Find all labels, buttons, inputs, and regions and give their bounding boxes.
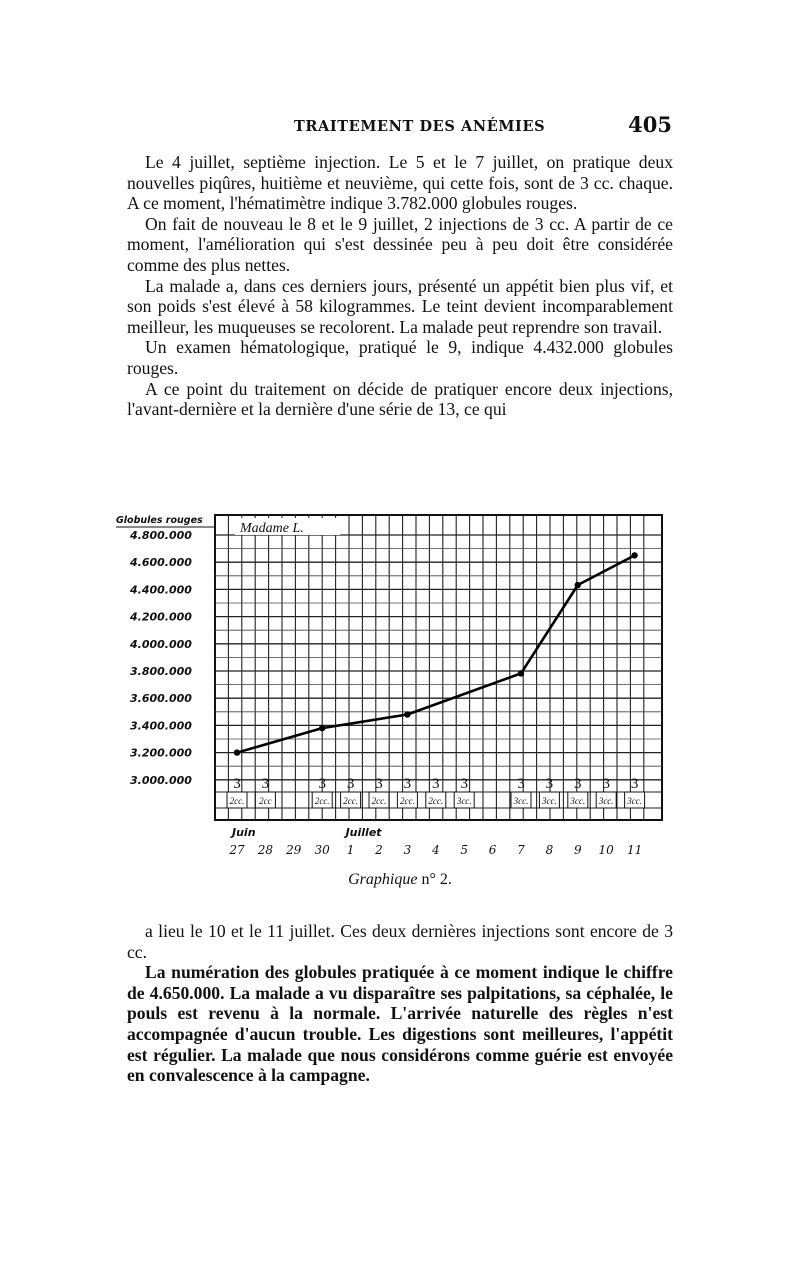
injection-volume-label: 3cc.: [513, 796, 529, 806]
data-point: [575, 582, 581, 588]
y-tick-label: 3.200.000: [130, 746, 192, 760]
injection-dose-number: 3: [545, 776, 554, 792]
data-point: [631, 552, 637, 558]
day-label: 8: [545, 843, 554, 857]
day-label: 30: [314, 843, 330, 857]
injection-dose-number: 3: [602, 776, 610, 792]
injection-volume-label: 3cc.: [598, 796, 614, 806]
day-label: 27: [229, 843, 245, 857]
day-label: 28: [257, 843, 274, 857]
injection-volume-label: 3cc.: [542, 796, 557, 806]
chart-canvas: [110, 490, 690, 865]
day-label: 4: [431, 843, 440, 857]
y-tick-label: 4.800.000: [130, 529, 192, 542]
paragraph: On fait de nouveau le 8 et le 9 juillet, 2 injections de 3 cc. A partir de ce moment, l'amélioration qui s'est dessinée peu à peu doit être considérée comme des plus nettes.: [127, 213, 673, 275]
injection-volume-label: 2cc.: [371, 796, 387, 806]
injection-dose-number: 3: [630, 776, 639, 792]
y-tick-label: 3.000.000: [130, 773, 192, 787]
chart-title: Madame L.: [240, 521, 304, 536]
day-label: 10: [598, 843, 614, 857]
month-label: Juin: [232, 826, 256, 839]
body-text-top: [127, 152, 673, 420]
running-head: [128, 112, 672, 142]
running-title: TRAITEMENT DES ANÉMIES: [294, 118, 546, 135]
month-label: Juillet: [345, 826, 382, 839]
injection-dose-number: 3: [261, 776, 270, 792]
injection-dose-number: 3: [432, 776, 440, 792]
injection-dose-number: 3: [517, 776, 525, 792]
day-label: 11: [626, 843, 643, 857]
injection-volume-label: 2cc.: [314, 796, 330, 806]
data-point: [319, 725, 325, 731]
data-point: [518, 670, 524, 676]
y-tick-label: 3.400.000: [130, 719, 192, 733]
y-tick-label: 3.800.000: [130, 665, 192, 678]
caption-number: n° 2.: [421, 871, 452, 888]
paragraph: La malade a, dans ces derniers jours, présenté un appétit bien plus vif, et son poids s'est élevé à 58 kilogrammes. Le teint devient incomparablement meilleur, les muqueuses se recolorent. La malade peut reprendre son travail.: [127, 275, 673, 337]
day-label: 6: [488, 843, 497, 857]
body-text-bottom: [127, 921, 673, 1086]
injection-dose-number: 3: [318, 776, 326, 792]
y-tick-label: 4.600.000: [130, 556, 192, 570]
injection-volume-label: 3cc.: [456, 796, 472, 806]
y-tick-label: 4.200.000: [130, 610, 192, 624]
injection-dose-number: 3: [375, 776, 383, 792]
caption-label: Graphique: [348, 871, 418, 888]
y-axis-title: Globules rouges: [116, 515, 203, 526]
paragraph: A ce point du traitement on décide de pratiquer encore deux injections, l'avant-dernière et la dernière d'une série de 13, ce qui: [127, 378, 673, 420]
injection-volume-label: 2cc: [259, 796, 272, 806]
paragraph: La numération des globules pratiquée à ce moment indique le chiffre de 4.650.000. La malade a vu disparaître ses palpitations, sa céphalée, le pouls est revenu à la normale. L'arrivée naturelle des règles n'est accompagnée d'aucun trouble. Les digestions sont meilleures, l'appétit est régulier. La malade que nous considérons comme guérie est envoyée en convalescence à la campagne.: [127, 962, 673, 1086]
paragraph: Un examen hématologique, pratiqué le 9, indique 4.432.000 globules rouges.: [127, 337, 673, 378]
injection-dose-number: 3: [233, 776, 241, 792]
injection-volume-label: 2cc.: [229, 796, 245, 806]
injection-dose-number: 3: [574, 776, 582, 792]
figure-caption: [0, 871, 800, 889]
paragraph: a lieu le 10 et le 11 juillet. Ces deux dernières injections sont encore de 3 cc.: [127, 921, 673, 962]
day-label: 2: [375, 843, 383, 857]
day-label: 29: [286, 843, 302, 857]
injection-volume-label: 3cc.: [570, 796, 586, 806]
day-label: 9: [573, 843, 582, 857]
page-number: 405: [628, 112, 672, 137]
injection-dose-number: 3: [460, 776, 468, 792]
data-point: [234, 749, 240, 755]
injection-volume-label: 2cc.: [428, 796, 444, 806]
injection-dose-number: 3: [403, 776, 412, 792]
y-tick-label: 3.600.000: [130, 692, 192, 706]
paragraph: Le 4 juillet, septième injection. Le 5 et le 7 juillet, on pratique deux nouvelles piqûres, huitième et neuvième, qui cette fois, sont de 3 cc. chaque. A ce moment, l'hématimètre indique 3.782.000 globules rouges.: [127, 152, 673, 214]
injection-dose-number: 3: [346, 776, 355, 792]
day-label: 5: [460, 843, 469, 857]
injection-volume-label: 2cc.: [343, 796, 358, 806]
y-tick-label: 4.400.000: [130, 583, 192, 597]
day-label: 7: [517, 843, 525, 857]
day-label: 1: [346, 843, 355, 857]
injection-volume-label: 3cc.: [627, 796, 642, 806]
day-label: 3: [403, 843, 412, 857]
injection-volume-label: 2cc.: [400, 796, 415, 806]
y-tick-label: 4.000.000: [130, 637, 192, 651]
data-point: [404, 711, 410, 717]
blood-count-chart: [110, 490, 690, 865]
